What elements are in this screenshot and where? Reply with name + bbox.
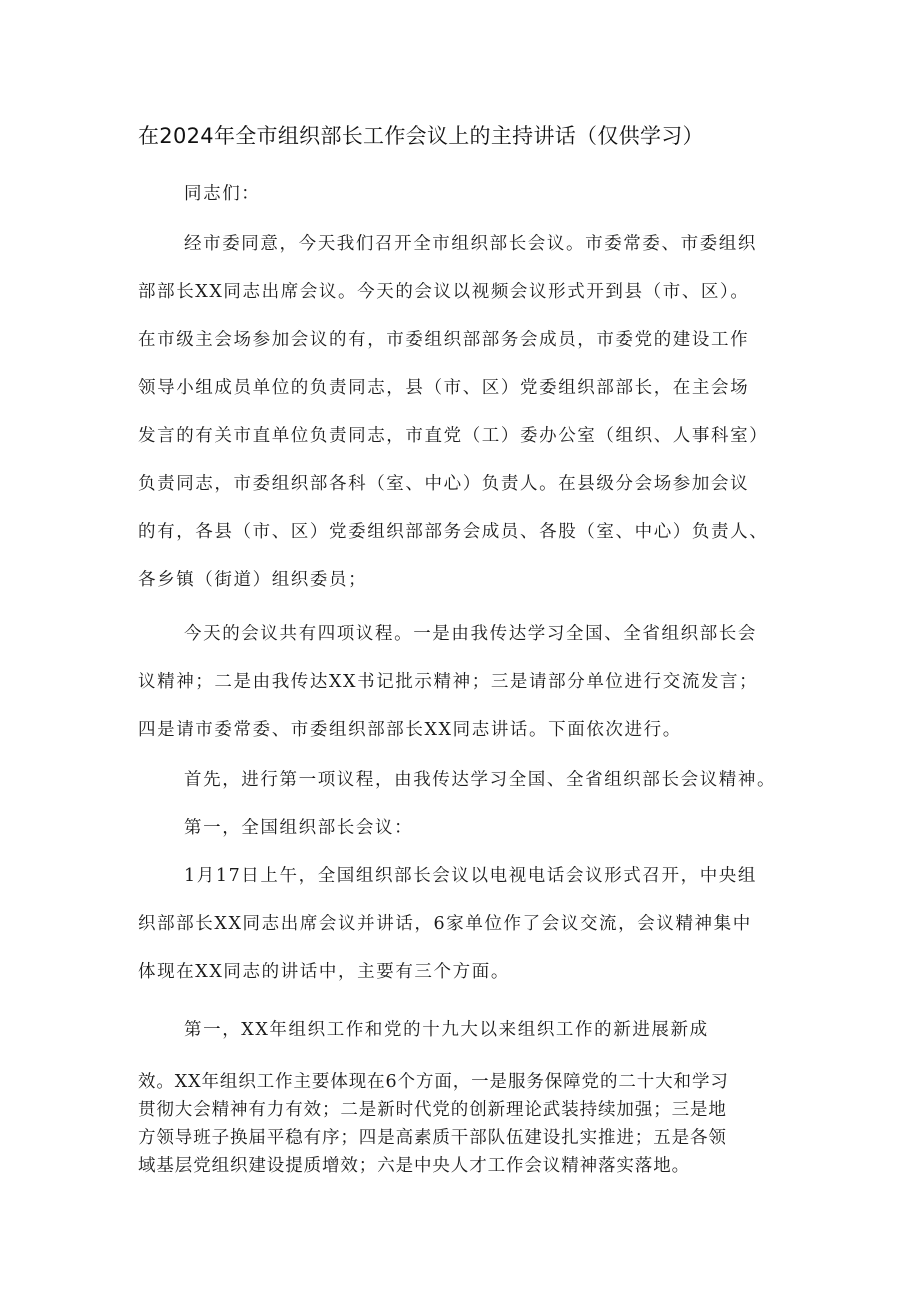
paragraph-line: 四是请市委常委、市委组织部部长XX同志讲话。下面依次进行。 bbox=[138, 720, 682, 740]
paragraph-line: 部部长XX同志出席会议。今天的会议以视频会议形式开到县（市、区）。 bbox=[138, 282, 750, 302]
paragraph-line: 第一，XX年组织工作和党的十九大以来组织工作的新进展新成 bbox=[184, 1020, 709, 1040]
paragraph-line: 1月17日上午，全国组织部长会议以电视电话会议形式召开，中央组 bbox=[184, 866, 757, 886]
paragraph-line: 域基层党组织建设提质增效；六是中央人才工作会议精神落实落地。 bbox=[138, 1156, 690, 1176]
section-heading: 第一，全国组织部长会议： bbox=[184, 818, 414, 838]
paragraph-line: 贯彻大会精神有力有效；二是新时代党的创新理论武装持续加强；三是地 bbox=[138, 1100, 727, 1120]
paragraph-line: 方领导班子换届平稳有序；四是高素质干部队伍建设扎实推进；五是各领 bbox=[138, 1128, 727, 1148]
document-title: 在2024年全市组织部长工作会议上的主持讲话（仅供学习） bbox=[138, 124, 704, 148]
paragraph-line: 领导小组成员单位的负责同志，县（市、区）党委组织部部长，在主会场 bbox=[138, 378, 750, 398]
paragraph-line: 发言的有关市直单位负责同志，市直党（工）委办公室（组织、人事科室） bbox=[138, 426, 769, 446]
paragraph-line: 效。XX年组织工作主要体现在6个方面，一是服务保障党的二十大和学习 bbox=[138, 1072, 729, 1092]
paragraph-line: 今天的会议共有四项议程。一是由我传达学习全国、全省组织部长会 bbox=[184, 624, 757, 644]
paragraph-line: 负责同志，市委组织部各科（室、中心）负责人。在县级分会场参加会议 bbox=[138, 474, 750, 494]
paragraph-line: 的有，各县（市、区）党委组织部部务会成员、各股（室、中心）负责人、 bbox=[138, 522, 769, 542]
paragraph-line: 织部部长XX同志出席会议并讲话，6家单位作了会议交流，会议精神集中 bbox=[138, 914, 752, 934]
paragraph-line: 经市委同意，今天我们召开全市组织部长会议。市委常委、市委组织 bbox=[184, 234, 757, 254]
paragraph-line: 体现在XX同志的讲话中，主要有三个方面。 bbox=[138, 962, 510, 982]
paragraph-line: 首先，进行第一项议程，由我传达学习全国、全省组织部长会议精神。 bbox=[184, 770, 777, 790]
salutation: 同志们： bbox=[184, 184, 261, 204]
paragraph-line: 各乡镇（街道）组织委员； bbox=[138, 570, 368, 590]
paragraph-line: 在市级主会场参加会议的有，市委组织部部务会成员，市委党的建设工作 bbox=[138, 330, 750, 350]
paragraph-line: 议精神；二是由我传达XX书记批示精神；三是请部分单位进行交流发言； bbox=[138, 672, 759, 692]
